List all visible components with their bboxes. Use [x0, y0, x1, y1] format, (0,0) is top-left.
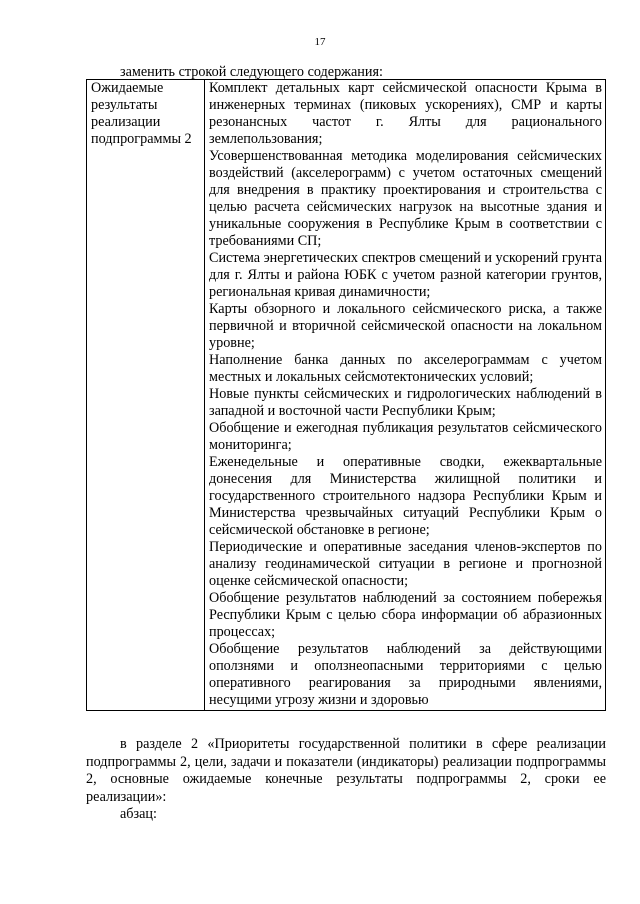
list-item: Обобщение и ежегодная публикация результатов сейсмического мониторинга; — [209, 420, 602, 453]
section-paragraph: в разделе 2 «Приоритеты государственной политики в сфере реализации подпрограммы 2, цели, задачи и показатели (индикаторы) реализации подпрограммы 2, основные ожидаемые конечные результаты подпрограммы 2, сроки ее реализации»: — [86, 736, 606, 805]
section-block — [86, 736, 606, 824]
table-row — [87, 80, 606, 711]
list-item: Наполнение банка данных по акселерограммам с учетом местных и локальных сейсмотектонических условий; — [209, 352, 602, 385]
list-item: Комплект детальных карт сейсмической опасности Крыма в инженерных терминах (пиковых ускорениях), СМР и карты резонансных частот г. Ялты для рационального землепользования; — [209, 80, 602, 147]
table-label-cell — [87, 80, 205, 711]
list-item: Обобщение результатов наблюдений за состоянием побережья Республики Крым с целью сбора информации об абразионных процессах; — [209, 590, 602, 640]
page-number: 17 — [314, 36, 326, 48]
table-content-cell — [205, 80, 606, 711]
list-item: Периодические и оперативные заседания членов-экспертов по анализу геодинамической ситуации в регионе и прогнозной оценке сейсмической опасности; — [209, 539, 602, 589]
list-item: Новые пункты сейсмических и гидрологических наблюдений в западной и восточной части Республики Крым; — [209, 386, 602, 419]
list-item: Карты обзорного и локального сейсмического риска, а также первичной и вторичной сейсмической опасности на локальном уровне; — [209, 301, 602, 351]
results-table — [86, 79, 606, 711]
intro-text: заменить строкой следующего содержания: — [120, 64, 383, 80]
table-label: Ожидаемые результаты реализации подпрограммы 2 — [91, 80, 192, 147]
list-item: Еженедельные и оперативные сводки, ежеквартальные донесения для Министерства жилищной политики и государственного строительного надзора Республики Крым и Министерства чрезвычайных ситуаций Республики Крым о сейсмической обстановке в регионе; — [209, 454, 602, 538]
list-item: Усовершенствованная методика моделирования сейсмических воздействий (акселерограмм) с учетом остаточных смещений для внедрения в практику проектирования и строительства с целью расчета сейсмических нагрузок на высотные здания и уникальные сооружения в Республике Крым в соответствии с требованиями СП; — [209, 148, 602, 249]
list-item: Система энергетических спектров смещений и ускорений грунта для г. Ялты и района ЮБК с учетом разной категории грунтов, региональная кривая динамичности; — [209, 250, 602, 300]
abzac-paragraph: абзац: — [120, 806, 157, 822]
list-item: Обобщение результатов наблюдений за действующими оползнями и оползнеопасными территориями с целью оперативного реагирования за природными явлениями, несущими угрозу жизни и здоровью — [209, 641, 602, 708]
